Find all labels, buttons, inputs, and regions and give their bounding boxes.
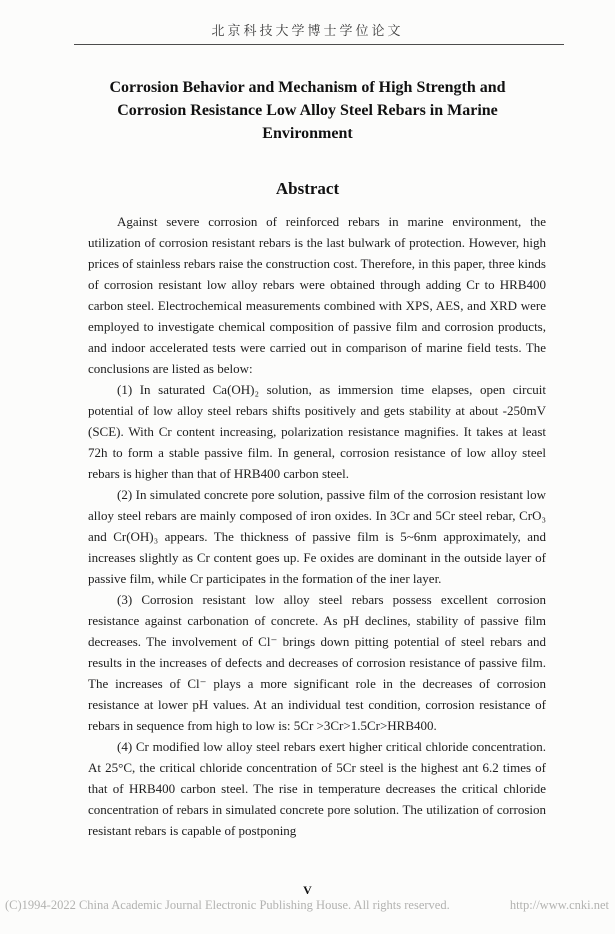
footer-copyright: (C)1994-2022 China Academic Journal Electronic Publishing House. All rights reserved. (5, 898, 450, 912)
footer-url: http://www.cnki.net (509, 898, 609, 912)
title-line-1: Corrosion Behavior and Mechanism of High Strength and (109, 79, 506, 96)
abstract-heading: Abstract (275, 179, 340, 198)
abstract-paragraph-conclusion-1: (1) In saturated Ca(OH)₂ solution, as immersion time elapses, open circuit potential of low alloy steel rebars shifts positively and gets stability at about -250mV (SCE). With Cr content increasing, polarization resistance magnifies. It takes at least 72h to form a stable passive film. In general, corrosion resistance of low alloy steel rebars is higher than that of HRB400 carbon steel. (88, 382, 546, 481)
footer (5, 898, 609, 913)
abstract-paragraph-conclusion-4: (4) Cr modified low alloy steel rebars exert higher critical chloride concentration. At 25°C, the critical chloride concentration of 5Cr steel is the highest ant 6.2 times of that of HRB400 carbon steel. The rise in temperature decreases the critical chloride concentration of rebars in simulated concrete pore solution. The utilization of corrosion resistant rebars is capable of postponing (88, 739, 546, 838)
abstract-paragraph-conclusion-3: (3) Corrosion resistant low alloy steel rebars possess excellent corrosion resistance against carbonation of concrete. As pH declines, stability of passive film decreases. The involvement of Cl⁻ brings down pitting potential of steel rebars and results in the increases of defects and decreases of corrosion resistance of passive film. The increases of Cl⁻ plays a more significant role in the decreases of corrosion resistance at lower pH values. At an individual test condition, corrosion resistance of rebars in sequence from high to low is: 5Cr >3Cr>1.5Cr>HRB400. (88, 592, 546, 733)
abstract-body (88, 211, 546, 841)
page-number: V (303, 883, 312, 897)
abstract-paragraph-intro: Against severe corrosion of reinforced rebars in marine environment, the utilization of corrosion resistant rebars is the last bulwark of protection. However, high prices of stainless rebars raise the construction cost. Therefore, in this paper, three kinds of corrosion resistant low alloy rebars were obtained through adding Cr to HRB400 carbon steel. Electrochemical measurements combined with XPS, AES, and XRD were employed to investigate chemical composition of passive film and corrosion products, and indoor accelerated tests were carried out in comparison of marine field tests. The conclusions are listed as below: (88, 214, 546, 376)
title-line-3: Environment (262, 125, 353, 142)
header-rule-divider (74, 44, 564, 45)
abstract-paragraph-conclusion-2: (2) In simulated concrete pore solution, passive film of the corrosion resistant low alloy steel rebars are mainly composed of iron oxides. In 3Cr and 5Cr steel rebar, CrO₃ and Cr(OH)₃ appears. The thickness of passive film is 5~6nm approximately, and increases slightly as Cr content goes up. Fe oxides are dominant in the outside layer of passive film, while Cr participates in the formation of the iner layer. (88, 487, 546, 586)
title-line-2: Corrosion Resistance Low Alloy Steel Rebars in Marine (117, 102, 498, 119)
dissertation-title (0, 76, 615, 145)
running-header: 北京科技大学博士学位论文 (211, 23, 404, 38)
